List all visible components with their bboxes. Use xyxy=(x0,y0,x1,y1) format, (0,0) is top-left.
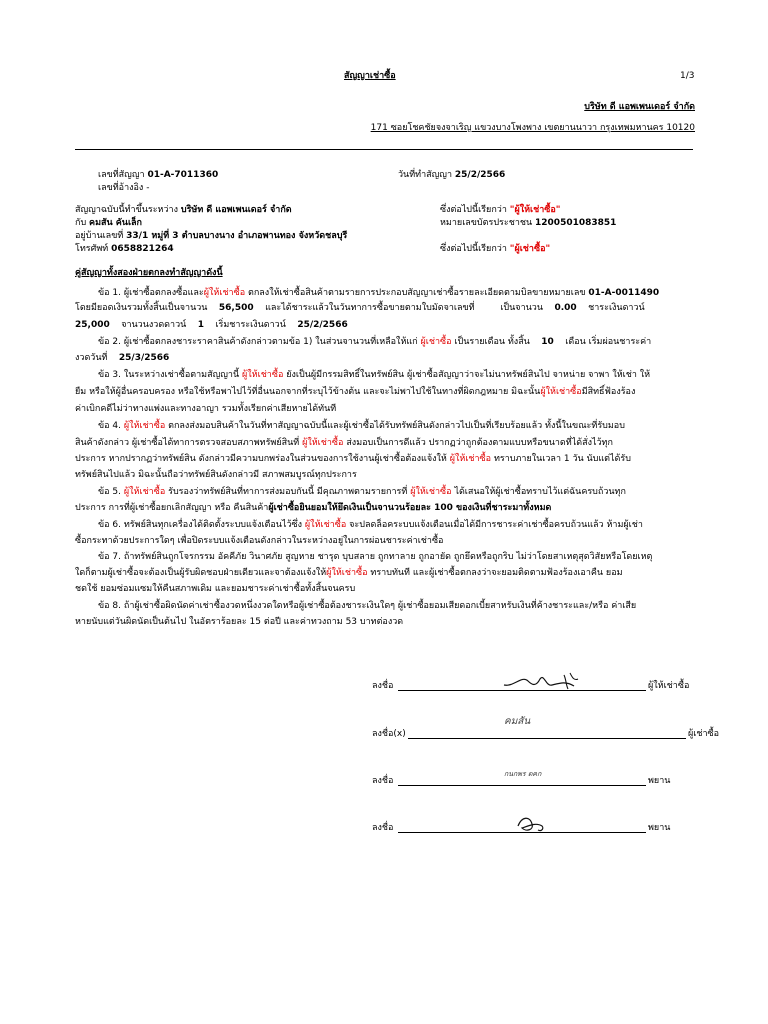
lessor-name: บริษัท ดี แอพเพนเดอร์ จำกัด xyxy=(180,205,292,215)
lessee-name: คมสัน คันเล็ก xyxy=(89,218,142,228)
sign-label-witness-2: ลงชื่อ xyxy=(372,823,394,833)
clause-1-line-3: 25,000 จานวนงวดดาวน์ 1 เริ่มชาระเงินดาวน์ 25/2/2566 xyxy=(75,320,348,330)
clause-7-line-1: ข้อ 7. ถ้าทรัพย์สินถูกโจรกรรม อัคคีภัย วินาศภัย สูญหาย ชารุด บุบสลาย ถูกทาลาย ถูกอายัด ถูกยึดหรือถูกริบ ไม่ว่าโดยสาเหตุสุดวิสัยหรือโดยเหตุ xyxy=(98,552,653,562)
signature-line-lessee xyxy=(408,738,686,739)
lessee-designation: ซึ่งต่อไปนี้เรียกว่า "ผู้เช่าซื้อ" xyxy=(440,244,551,254)
reference-number: เลขที่อ้างอิง - xyxy=(98,183,150,193)
clause-8-line-2: หายนับแต่วันผิดนัดเป็นต้นไป ในอัตราร้อยละ 15 ต่อปี และค่าทวงถาม 53 บาทต่องวด xyxy=(75,617,404,627)
contract-date-value: 25/2/2566 xyxy=(454,170,506,180)
clause-1-line-1: ข้อ 1. ผู้เช่าซื้อตกลงซื้อและผู้ให้เช่าซื้อ ตกลงให้เช่าซื้อสินค้าตามรายการประกอบสัญญาเช่าซื้อรายละเอียดตามบิลขายหมายเลข 01-A-0011490 xyxy=(98,288,660,298)
role-lessor: ผู้ให้เช่าซื้อ xyxy=(648,681,690,691)
clause-1-line-2: โดยมียอดเงินรวมทั้งสิ้นเป็นจานวน 56,500 และได้ชาระแล้วในวันทาการซื้อขายตามใบมัดจาเลขที่ เป็นจานวน 0.00 ชาระเงินดาวน์ xyxy=(75,303,645,313)
clause-7-line-3: ชดใช้ ยอมซ่อมแซมให้คืนสภาพเดิม และยอมชาระค่าเช่าซื้อทั้งสิ้นจนครบ xyxy=(75,584,356,594)
clause-4-line-3: ประการ หากปรากฏว่าทรัพย์สิน ดังกล่าวมีความบกพร่องในส่วนของการใช้งานผู้เช่าซื้อต้องแจ้งให้ ผู้ให้เช่าซื้อ ทราบภายในเวลา 1 วัน นับแต่ได้รับ xyxy=(75,454,631,464)
lessor-signature-mark xyxy=(500,667,590,693)
witness-2-signature-mark xyxy=(512,810,552,836)
clause-6-line-1: ข้อ 6. ทรัพย์สินทุกเครื่องได้ติดตั้งระบบแจ้งเตือนไว้ซึ่ง ผู้ให้เช่าซื้อ จะปลดล็อคระบบแจ้งเตือนเมื่อได้มีการชาระค่าเช่าซื้อครบถ้วนแล้ว ห้ามผู้เช่า xyxy=(98,520,643,530)
role-witness-1: พยาน xyxy=(648,776,671,786)
role-witness-2: พยาน xyxy=(648,823,671,833)
signature-line-witness-1 xyxy=(398,785,646,786)
clause-8-line-1: ข้อ 8. ถ้าผู้เช่าซื้อผิดนัดค่าเช่าซื้องวดหนึ่งงวดใดหรือผู้เช่าซื้อต้องชาระเงินใดๆ ผู้เช่าซื้อยอมเสียดอกเบี้ยสาหรับเงินที่ค้างชาระและ/หรือ ค่าเสีย xyxy=(98,601,637,611)
clause-6-line-2: ซื้อกระทาด้วยประการใดๆ เพื่อปิดระบบแจ้งเตือนดังกล่าวในระหว่างอยู่ในการผ่อนชาระค่าเช่าซื้อ xyxy=(75,536,444,546)
lessee-phone: โทรศัพท์ 0658821264 xyxy=(75,244,174,254)
lessor-designation: ซึ่งต่อไปนี้เรียกว่า "ผู้ให้เช่าซื้อ" xyxy=(440,205,561,215)
contract-number-value: 01-A-7011360 xyxy=(147,170,219,180)
clause-3-line-2: ยืม หรือให้ผู้อื่นครอบครอง หรือใช้หรือพาไปไว้ที่อื่นนอกจากที่ระบุไว้ข้างต้น และจะไม่พาไปใช้ในทางที่ผิดกฎหมาย มิฉะนั้นผู้ให้เช่าซื้อมีสิทธิ์ฟ้องร้อง xyxy=(75,387,636,397)
parties-line-2: กับ คมสัน คันเล็ก xyxy=(75,218,142,228)
role-lessee: ผู้เช่าซื้อ xyxy=(688,729,720,739)
clause-4-line-1: ข้อ 4. ผู้ให้เช่าซื้อ ตกลงส่งมอบสินค้าในวันที่ทาสัญญาฉบับนี้และผู้เช่าซื้อได้รับทรัพย์สินดังกล่าวไปเป็นที่เรียบร้อยแล้ว ทั้งนี้ในขณะที่รับมอบ xyxy=(98,421,625,431)
clause-7-line-2: ใดก็ตามผู้เช่าซื้อจะต้องเป็นผู้รับผิดชอบฝ่ายเดียวและจาต้องแจ้งให้ผู้ให้เช่าซื้อ ทราบทันที และผู้เช่าซื้อตกลงว่าจะยอมติดตามฟ้องร้องเอาคืน ยอม xyxy=(75,568,623,578)
lessee-address: อยู่บ้านเลขที่ 33/1 หมู่ที่ 3 ตำบลบางนาง อำเภอพานทอง จังหวัดชลบุรี xyxy=(75,231,348,241)
header-divider xyxy=(75,149,693,150)
lessee-handwritten-name: คมสัน xyxy=(504,716,531,727)
company-name: บริษัท ดี แอพเพนเดอร์ จำกัด xyxy=(584,102,695,112)
clause-2-line-1: ข้อ 2. ผู้เช่าซื้อตกลงชาระราคาสินค้าดังกล่าวตามข้อ 1) ในส่วนจานวนที่เหลือให้แก่ ผู้เช่าซื้อ เป็นรายเดือน ทั้งสิ้น 10 เดือน เริ่มผ่อนชาระค่า xyxy=(98,337,652,347)
lessee-id: หมายเลขบัตรประชาชน 1200501083851 xyxy=(440,218,617,228)
witness-1-handwritten-name: กนกพร ตคก xyxy=(504,770,542,778)
clause-5-line-2: ประการ การที่ผู้เช่าซื้อยกเลิกสัญญา หรือ คืนสินค้าผู้เช่าซื้อยินยอมให้ยึดเงินเป็นจานวนร้อยละ 100 ของเงินที่ชาระมาทั้งหมด xyxy=(75,503,552,513)
clause-4-line-4: ทรัพย์สินไปแล้ว มิฉะนั้นถือว่าทรัพย์สินดังกล่าวมี สภาพสมบูรณ์ทุกประการ xyxy=(75,470,357,480)
clause-3-line-1: ข้อ 3. ในระหว่างเช่าซื้อตามสัญญานี้ ผู้ให้เช่าซื้อ ยังเป็นผู้มีกรรมสิทธิ์ในทรัพย์สิน ผู้เช่าซื้อสัญญาว่าจะไม่นาทรัพย์สินไป จาหน่าย จาพา ให้เช่า ให้ xyxy=(98,370,651,380)
clause-2-line-2: งวดวันที่ 25/3/2566 xyxy=(75,353,170,363)
contract-date: วันที่ทำสัญญา 25/2/2566 xyxy=(398,170,506,180)
sign-label-witness-1: ลงชื่อ xyxy=(372,776,394,786)
clause-3-line-3: ค่าเบิกคดีไม่ว่าทางแพ่งและทางอาญา รวมทั้งเรียกค่าเสียหายได้ทันที xyxy=(75,404,337,414)
page-number: 1/3 xyxy=(680,71,695,81)
contract-title: สัญญาเช่าซื้อ xyxy=(344,71,396,81)
clause-4-line-2: สินค้าดังกล่าว ผู้เช่าซื้อได้ทาการตรวจสอบสภาพทรัพย์สินที่ ผู้ให้เช่าซื้อ ส่งมอบเป็นการดีแล้ว ปรากฏว่าถูกต้องตามแบบหรือขนาดที่ได้สั่งไว้ทุก xyxy=(75,438,613,448)
sign-label-lessee: ลงชื่อ(x) xyxy=(372,729,406,739)
contract-number: เลขที่สัญญา 01-A-7011360 xyxy=(98,170,219,180)
company-address: 171 ซอยโชคชัยจงจาเริญ แขวงบางโพงพาง เขตยานนาวา กรุงเทพมหานคร 10120 xyxy=(370,123,695,133)
agreement-heading: คู่สัญญาทั้งสองฝ่ายตกลงทำสัญญาดังนี้ xyxy=(75,268,223,278)
parties-line-1: สัญญาฉบับนี้ทำขึ้นระหว่าง บริษัท ดี แอพเพนเดอร์ จำกัด xyxy=(75,205,292,215)
clause-5-line-1: ข้อ 5. ผู้ให้เช่าซื้อ รับรองว่าทรัพย์สินที่ทาการส่งมอบกันนี้ มีคุณภาพตามรายการที่ ผู้ให้เช่าซื้อ ได้เสนอให้ผู้เช่าซื้อทราบไว้แต่ฉันครบถ้วนทุก xyxy=(98,487,626,497)
sign-label-lessor: ลงชื่อ xyxy=(372,681,394,691)
